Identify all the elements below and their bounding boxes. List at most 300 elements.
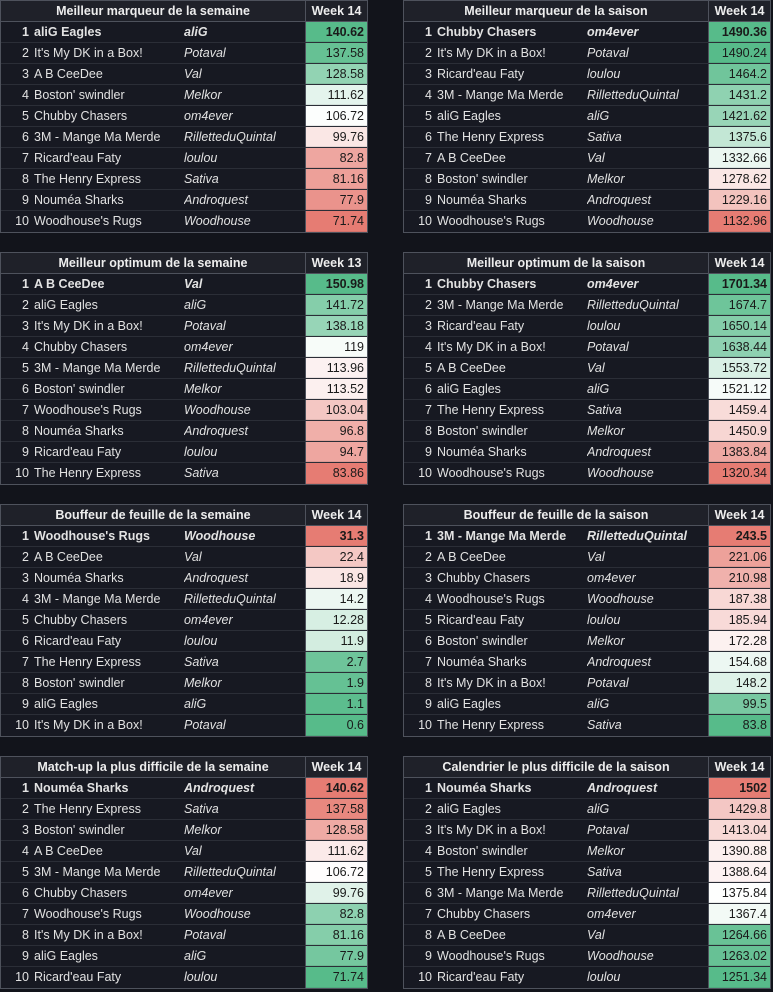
team-name: A B CeeDee — [34, 67, 103, 81]
rank-cell: 1 — [425, 277, 432, 291]
rank-cell: 1 — [425, 529, 432, 543]
rank-cell: 9 — [425, 445, 432, 459]
owner-name: Val — [184, 274, 306, 294]
owner-name: Sativa — [184, 799, 306, 819]
table-row — [1, 148, 367, 169]
score-value: 1229.16 — [709, 190, 770, 210]
owner-name: Androquest — [184, 421, 306, 441]
score-value: 99.76 — [306, 883, 367, 903]
score-value: 137.58 — [306, 43, 367, 63]
team-name: Boston' swindler — [437, 844, 528, 858]
owner-name: Sativa — [184, 463, 306, 484]
owner-name: Potaval — [184, 43, 306, 63]
team-name: aliG Eagles — [34, 25, 102, 39]
team-name: 3M - Mange Ma Merde — [34, 865, 161, 879]
owner-name: Sativa — [587, 862, 709, 882]
owner-name: Sativa — [587, 127, 709, 147]
rank-cell: 1 — [22, 529, 29, 543]
week-label: Week 14 — [714, 4, 765, 18]
score-value: 106.72 — [306, 862, 367, 882]
score-value: 31.3 — [306, 526, 367, 546]
score-value: 154.68 — [709, 652, 770, 672]
table-row — [1, 967, 367, 988]
team-name: aliG Eagles — [34, 949, 98, 963]
table-row — [404, 295, 770, 316]
owner-name: Sativa — [184, 652, 306, 672]
team-name: Chubby Chasers — [34, 886, 128, 900]
team-name: It's My DK in a Box! — [34, 928, 143, 942]
owner-name: Woodhouse — [587, 589, 709, 609]
table-row — [1, 715, 367, 736]
table-row — [404, 925, 770, 946]
team-name: Boston' swindler — [34, 88, 125, 102]
team-name: Nouméa Sharks — [34, 571, 124, 585]
owner-name: om4ever — [587, 22, 709, 42]
rank-cell: 7 — [425, 403, 432, 417]
rank-cell: 1 — [425, 781, 432, 795]
owner-name: Val — [184, 547, 306, 567]
owner-name: Melkor — [184, 673, 306, 693]
table-row — [1, 358, 367, 379]
table-row — [404, 22, 770, 43]
week-label: Week 14 — [714, 760, 765, 774]
score-value: 172.28 — [709, 631, 770, 651]
table-row — [1, 610, 367, 631]
week-label: Week 14 — [311, 760, 362, 774]
table-row — [1, 400, 367, 421]
score-value: 1.1 — [306, 694, 367, 714]
table-row — [404, 316, 770, 337]
rank-cell: 2 — [425, 550, 432, 564]
rank-cell: 6 — [22, 130, 29, 144]
team-name: Boston' swindler — [34, 382, 125, 396]
week-label: Week 14 — [714, 256, 765, 270]
rank-cell: 5 — [425, 361, 432, 375]
owner-name: Androquest — [587, 442, 709, 462]
team-name: aliG Eagles — [34, 298, 98, 312]
score-value: 1383.84 — [709, 442, 770, 462]
rank-cell: 8 — [425, 928, 432, 942]
owner-name: Androquest — [587, 778, 709, 798]
owner-name: Woodhouse — [184, 526, 306, 546]
rank-cell: 10 — [15, 214, 29, 228]
score-value: 1674.7 — [709, 295, 770, 315]
score-value: 106.72 — [306, 106, 367, 126]
team-name: Chubby Chasers — [437, 277, 537, 291]
rank-cell: 7 — [22, 655, 29, 669]
team-name: A B CeeDee — [34, 277, 105, 291]
owner-name: RilletteduQuintal — [587, 883, 709, 903]
owner-name: om4ever — [587, 274, 709, 294]
panel-title: Bouffeur de feuille de la saison — [404, 505, 709, 525]
panel-header — [404, 1, 770, 22]
score-value: 150.98 — [306, 274, 367, 294]
rank-cell: 4 — [425, 844, 432, 858]
owner-name: loulou — [587, 967, 709, 988]
table-row — [1, 883, 367, 904]
rank-cell: 7 — [22, 907, 29, 921]
table-row — [404, 862, 770, 883]
team-name: Chubby Chasers — [437, 907, 531, 921]
team-name: Chubby Chasers — [34, 613, 128, 627]
team-name: 3M - Mange Ma Merde — [437, 298, 564, 312]
table-row — [404, 400, 770, 421]
team-name: It's My DK in a Box! — [437, 340, 546, 354]
rank-cell: 4 — [425, 592, 432, 606]
owner-name: RilletteduQuintal — [587, 85, 709, 105]
team-name: Nouméa Sharks — [437, 655, 527, 669]
rank-cell: 3 — [22, 67, 29, 81]
score-value: 22.4 — [306, 547, 367, 567]
rank-cell: 10 — [418, 970, 432, 984]
table-row — [404, 631, 770, 652]
score-value: 1490.24 — [709, 43, 770, 63]
table-row — [404, 883, 770, 904]
rank-cell: 7 — [22, 403, 29, 417]
team-name: Nouméa Sharks — [34, 193, 124, 207]
team-name: The Henry Express — [437, 865, 544, 879]
table-row — [404, 652, 770, 673]
team-name: Ricard'eau Faty — [437, 970, 525, 984]
rank-cell: 10 — [418, 214, 432, 228]
panel-title: Calendrier le plus difficile de la saison — [404, 757, 709, 777]
table-row — [1, 547, 367, 568]
rank-cell: 7 — [22, 151, 29, 165]
table-row — [1, 568, 367, 589]
team-name: Chubby Chasers — [34, 340, 128, 354]
panel-header — [1, 253, 367, 274]
table-row — [1, 43, 367, 64]
table-row — [404, 337, 770, 358]
panel-header — [1, 757, 367, 778]
table-row — [404, 211, 770, 232]
table-row — [1, 589, 367, 610]
rank-cell: 9 — [22, 193, 29, 207]
score-value: 1388.64 — [709, 862, 770, 882]
score-value: 1431.2 — [709, 85, 770, 105]
table-row — [404, 820, 770, 841]
rank-cell: 6 — [425, 382, 432, 396]
rank-cell: 9 — [22, 445, 29, 459]
owner-name: Melkor — [587, 631, 709, 651]
rank-cell: 8 — [22, 172, 29, 186]
rank-cell: 2 — [425, 46, 432, 60]
owner-name: Woodhouse — [587, 946, 709, 966]
owner-name: Androquest — [587, 190, 709, 210]
table-row — [1, 316, 367, 337]
table-row — [1, 463, 367, 484]
table-row — [1, 799, 367, 820]
score-value: 1650.14 — [709, 316, 770, 336]
table-row — [404, 526, 770, 547]
table-row — [404, 169, 770, 190]
owner-name: Woodhouse — [184, 211, 306, 232]
team-name: aliG Eagles — [437, 109, 501, 123]
rank-cell: 4 — [22, 844, 29, 858]
team-name: aliG Eagles — [437, 697, 501, 711]
score-value: 185.94 — [709, 610, 770, 630]
week-label: Week 14 — [311, 508, 362, 522]
score-value: 113.96 — [306, 358, 367, 378]
table-row — [404, 841, 770, 862]
rank-cell: 8 — [22, 676, 29, 690]
score-value: 1521.12 — [709, 379, 770, 399]
rank-cell: 9 — [22, 697, 29, 711]
owner-name: Val — [587, 547, 709, 567]
rank-cell: 4 — [22, 592, 29, 606]
team-name: aliG Eagles — [34, 697, 98, 711]
table-row — [404, 379, 770, 400]
team-name: A B CeeDee — [34, 550, 103, 564]
owner-name: Melkor — [587, 169, 709, 189]
owner-name: Potaval — [587, 43, 709, 63]
owner-name: Melkor — [184, 379, 306, 399]
table-row — [1, 64, 367, 85]
team-name: The Henry Express — [437, 130, 544, 144]
week-label: Week 14 — [311, 4, 362, 18]
team-name: Woodhouse's Rugs — [34, 403, 142, 417]
team-name: Chubby Chasers — [34, 109, 128, 123]
rank-cell: 8 — [425, 676, 432, 690]
team-name: It's My DK in a Box! — [437, 676, 546, 690]
table-row — [404, 43, 770, 64]
team-name: Ricard'eau Faty — [34, 634, 122, 648]
table-row — [404, 358, 770, 379]
owner-name: loulou — [184, 967, 306, 988]
rank-cell: 1 — [22, 25, 29, 39]
table-row — [404, 967, 770, 988]
rank-cell: 2 — [22, 298, 29, 312]
owner-name: Woodhouse — [184, 400, 306, 420]
team-name: 3M - Mange Ma Merde — [34, 361, 161, 375]
rank-cell: 5 — [425, 109, 432, 123]
rank-cell: 10 — [418, 466, 432, 480]
owner-name: Val — [184, 841, 306, 861]
owner-name: aliG — [184, 295, 306, 315]
score-value: 99.5 — [709, 694, 770, 714]
owner-name: Melkor — [587, 421, 709, 441]
team-name: Woodhouse's Rugs — [437, 949, 545, 963]
team-name: Woodhouse's Rugs — [34, 214, 142, 228]
team-name: 3M - Mange Ma Merde — [34, 592, 161, 606]
rank-cell: 5 — [425, 865, 432, 879]
score-value: 14.2 — [306, 589, 367, 609]
owner-name: loulou — [587, 610, 709, 630]
table-row — [1, 925, 367, 946]
table-row — [404, 64, 770, 85]
rank-cell: 3 — [22, 571, 29, 585]
score-value: 1375.84 — [709, 883, 770, 903]
team-name: Woodhouse's Rugs — [437, 214, 545, 228]
team-name: It's My DK in a Box! — [437, 46, 546, 60]
score-value: 210.98 — [709, 568, 770, 588]
score-value: 18.9 — [306, 568, 367, 588]
owner-name: om4ever — [184, 337, 306, 357]
table-row — [1, 337, 367, 358]
rank-cell: 8 — [22, 928, 29, 942]
team-name: A B CeeDee — [437, 550, 506, 564]
team-name: A B CeeDee — [437, 151, 506, 165]
owner-name: Androquest — [184, 778, 306, 798]
table-row — [404, 589, 770, 610]
score-value: 94.7 — [306, 442, 367, 462]
owner-name: loulou — [587, 64, 709, 84]
rank-cell: 3 — [425, 67, 432, 81]
rank-cell: 2 — [22, 550, 29, 564]
owner-name: Woodhouse — [184, 904, 306, 924]
rank-cell: 3 — [425, 823, 432, 837]
table-row — [404, 610, 770, 631]
score-value: 138.18 — [306, 316, 367, 336]
team-name: Nouméa Sharks — [437, 445, 527, 459]
team-name: Woodhouse's Rugs — [437, 592, 545, 606]
team-name: Boston' swindler — [34, 676, 125, 690]
rank-cell: 6 — [425, 634, 432, 648]
table-row — [404, 148, 770, 169]
table-row — [404, 673, 770, 694]
score-value: 1320.34 — [709, 463, 770, 484]
owner-name: Melkor — [184, 820, 306, 840]
team-name: A B CeeDee — [34, 844, 103, 858]
score-value: 81.16 — [306, 169, 367, 189]
rank-cell: 9 — [22, 949, 29, 963]
score-value: 1367.4 — [709, 904, 770, 924]
leaderboard-panel — [0, 0, 368, 233]
team-name: The Henry Express — [437, 403, 544, 417]
team-name: Chubby Chasers — [437, 25, 537, 39]
team-name: The Henry Express — [34, 466, 141, 480]
panel-header — [404, 757, 770, 778]
panel-header — [404, 505, 770, 526]
rank-cell: 7 — [425, 655, 432, 669]
rank-cell: 6 — [22, 382, 29, 396]
table-row — [404, 799, 770, 820]
owner-name: RilletteduQuintal — [184, 589, 306, 609]
table-row — [1, 295, 367, 316]
rank-cell: 4 — [22, 88, 29, 102]
owner-name: Androquest — [184, 568, 306, 588]
table-row — [1, 211, 367, 232]
owner-name: Sativa — [587, 400, 709, 420]
leaderboard-panel — [0, 252, 368, 485]
owner-name: aliG — [587, 106, 709, 126]
team-name: The Henry Express — [34, 655, 141, 669]
score-value: 99.76 — [306, 127, 367, 147]
team-name: The Henry Express — [34, 802, 141, 816]
team-name: Ricard'eau Faty — [34, 970, 122, 984]
owner-name: Potaval — [184, 715, 306, 736]
score-value: 1375.6 — [709, 127, 770, 147]
rank-cell: 1 — [22, 277, 29, 291]
table-row — [404, 715, 770, 736]
owner-name: Melkor — [587, 841, 709, 861]
team-name: A B CeeDee — [437, 928, 506, 942]
score-value: 1132.96 — [709, 211, 770, 232]
owner-name: loulou — [184, 631, 306, 651]
owner-name: Woodhouse — [587, 463, 709, 484]
rank-cell: 5 — [22, 109, 29, 123]
owner-name: om4ever — [184, 610, 306, 630]
score-value: 0.6 — [306, 715, 367, 736]
table-row — [1, 778, 367, 799]
owner-name: Androquest — [184, 190, 306, 210]
owner-name: Melkor — [184, 85, 306, 105]
owner-name: Val — [587, 148, 709, 168]
rank-cell: 8 — [425, 424, 432, 438]
owner-name: RilletteduQuintal — [184, 358, 306, 378]
table-row — [1, 862, 367, 883]
leaderboard-panel — [403, 0, 771, 233]
owner-name: Woodhouse — [587, 211, 709, 232]
table-row — [1, 652, 367, 673]
table-row — [404, 274, 770, 295]
score-value: 140.62 — [306, 22, 367, 42]
panel-title: Meilleur optimum de la saison — [404, 253, 709, 273]
owner-name: loulou — [587, 316, 709, 336]
team-name: Ricard'eau Faty — [437, 67, 525, 81]
owner-name: Potaval — [184, 925, 306, 945]
team-name: A B CeeDee — [437, 361, 506, 375]
table-row — [404, 85, 770, 106]
score-value: 1638.44 — [709, 337, 770, 357]
rank-cell: 6 — [425, 886, 432, 900]
team-name: It's My DK in a Box! — [34, 718, 143, 732]
team-name: Woodhouse's Rugs — [34, 529, 150, 543]
score-value: 82.8 — [306, 904, 367, 924]
rank-cell: 5 — [22, 361, 29, 375]
owner-name: Sativa — [587, 715, 709, 736]
score-value: 83.8 — [709, 715, 770, 736]
owner-name: aliG — [587, 694, 709, 714]
table-row — [404, 190, 770, 211]
score-value: 111.62 — [306, 85, 367, 105]
team-name: Boston' swindler — [34, 823, 125, 837]
table-row — [1, 22, 367, 43]
rank-cell: 10 — [15, 970, 29, 984]
week-label: Week 14 — [714, 508, 765, 522]
team-name: Boston' swindler — [437, 634, 528, 648]
score-value: 11.9 — [306, 631, 367, 651]
table-row — [1, 631, 367, 652]
rank-cell: 9 — [425, 949, 432, 963]
table-row — [404, 694, 770, 715]
team-name: Nouméa Sharks — [437, 193, 527, 207]
panel-title: Meilleur optimum de la semaine — [1, 253, 306, 273]
score-value: 1701.34 — [709, 274, 770, 294]
table-row — [404, 106, 770, 127]
score-value: 96.8 — [306, 421, 367, 441]
rank-cell: 10 — [418, 718, 432, 732]
team-name: Nouméa Sharks — [437, 781, 532, 795]
table-row — [1, 421, 367, 442]
score-value: 77.9 — [306, 946, 367, 966]
team-name: Nouméa Sharks — [34, 781, 129, 795]
panel-title: Bouffeur de feuille de la semaine — [1, 505, 306, 525]
owner-name: aliG — [184, 946, 306, 966]
score-value: 71.74 — [306, 211, 367, 232]
owner-name: aliG — [184, 694, 306, 714]
team-name: Chubby Chasers — [437, 571, 531, 585]
table-row — [1, 526, 367, 547]
rank-cell: 9 — [425, 193, 432, 207]
score-value: 81.16 — [306, 925, 367, 945]
score-value: 1429.8 — [709, 799, 770, 819]
table-row — [1, 379, 367, 400]
leaderboard-panel — [403, 504, 771, 737]
score-value: 1264.66 — [709, 925, 770, 945]
score-value: 119 — [306, 337, 367, 357]
leaderboard-panel — [403, 756, 771, 989]
